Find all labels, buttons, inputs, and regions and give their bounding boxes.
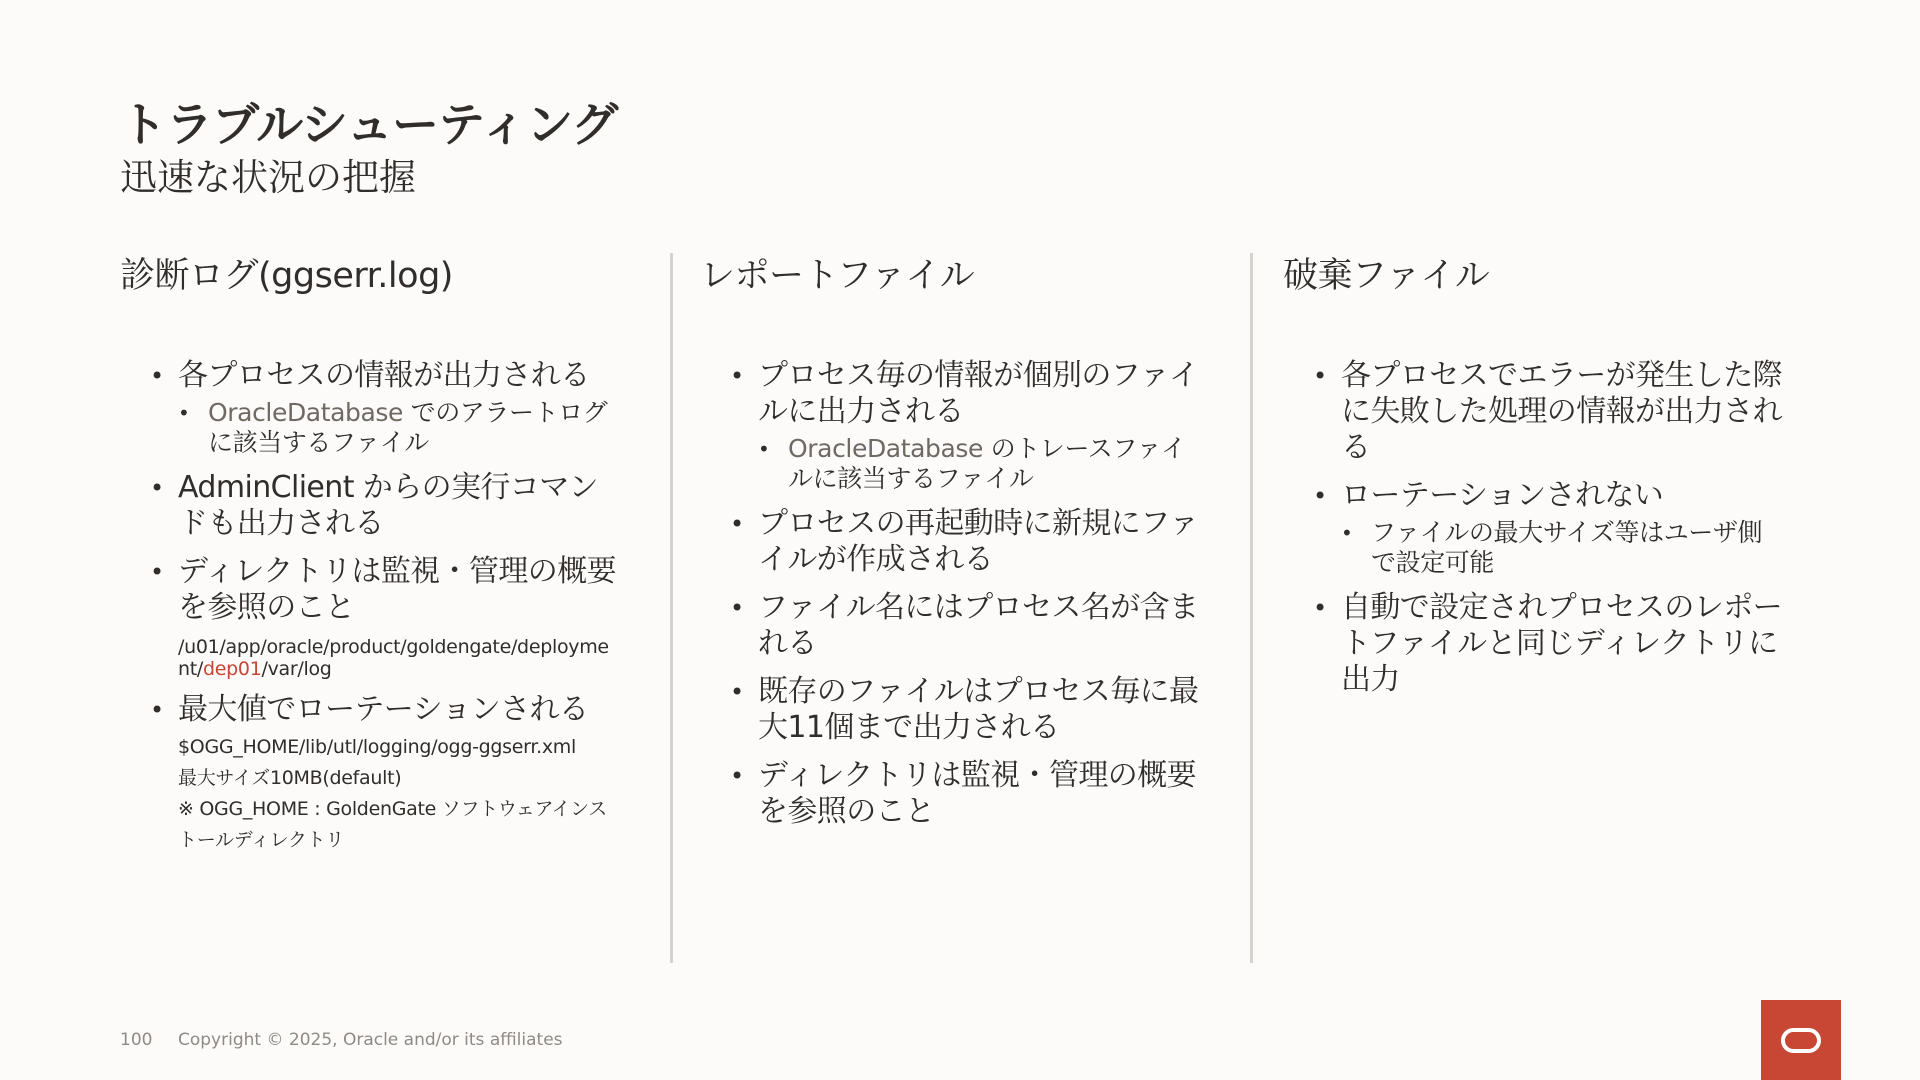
list-item-text: ローテーションされない [1341, 478, 1664, 513]
list-item-text: 最大値でローテーションされる [178, 692, 589, 727]
slide-subtitle: 迅速な状況の把握 [120, 156, 416, 199]
list-item-text: プロセス毎の情報が個別のファイルに出力される [758, 358, 1199, 429]
list-item [730, 674, 1200, 746]
sub-bullet-list [1341, 518, 1783, 578]
logo-ring [1781, 1028, 1821, 1053]
max-size-note: 最大サイズ10MB(default) [178, 767, 402, 789]
oracle-logo-icon [1761, 1000, 1841, 1080]
sub-list-item [1341, 518, 1783, 578]
sub-list-item [758, 434, 1200, 494]
sub-bullet-list [758, 434, 1200, 494]
list-item [730, 358, 1200, 494]
config-path: $OGG_HOME/lib/utl/logging/ogg-ggserr.xml [178, 736, 576, 758]
list-item [730, 590, 1200, 662]
list-item [1313, 358, 1783, 466]
column-heading: 診断ログ(ggserr.log) [120, 256, 453, 296]
list-item [150, 554, 620, 680]
path-text: /var/log [261, 658, 332, 680]
sub-bullet-list [178, 398, 620, 458]
sub-list-item [178, 398, 620, 458]
log-directory-path [150, 636, 620, 680]
column-heading: 破棄ファイル [1283, 256, 1490, 296]
list-item-text: 自動で設定されプロセスのレポートファイルと同じディレクトリに出力 [1341, 590, 1782, 697]
bullet-list [1313, 358, 1783, 710]
column-discard-file [1283, 255, 1783, 697]
sub-list-item-text: のトレースファイルに該当するファイル [788, 434, 1186, 493]
list-item [730, 506, 1200, 578]
path-highlight: dep01 [203, 658, 262, 680]
sub-list-item-text: ファイルの最大サイズ等はユーザ側で設定可能 [1371, 518, 1763, 577]
product-name: OracleDatabase [788, 434, 984, 463]
page-number: 100 [120, 1030, 153, 1050]
bullet-list [150, 358, 620, 868]
bullet-list [730, 358, 1200, 842]
path-text: /u01/app/oracle/product/goldengate/deployment/ [178, 636, 609, 680]
list-item-text: ディレクトリは監視・管理の概要を参照のこと [178, 554, 616, 625]
list-item-text: プロセスの再起動時に新規にファイルが作成される [758, 506, 1199, 577]
copyright-text: Copyright © 2025, Oracle and/or its affiliates [178, 1030, 563, 1050]
list-item-text: AdminClient からの実行コマンドも出力される [178, 470, 598, 541]
list-item [150, 358, 620, 458]
column-diagnostic-log [120, 255, 620, 851]
list-item [730, 758, 1200, 830]
list-item-text: 各プロセスの情報が出力される [178, 358, 590, 393]
ogg-home-note: ※ OGG_HOME : GoldenGate ソフトウェアインストールディレクトリ [178, 798, 608, 851]
column-divider [670, 253, 673, 963]
sub-list-item-text: でのアラートログに該当するファイル [208, 398, 608, 457]
list-item-text: ディレクトリは監視・管理の概要を参照のこと [758, 758, 1196, 829]
product-name: OracleDatabase [208, 398, 404, 427]
list-item-text: ファイル名にはプロセス名が含まれる [758, 590, 1199, 661]
column-report-file [700, 255, 1200, 829]
column-heading: レポートファイル [700, 256, 975, 296]
list-item-text: 各プロセスでエラーが発生した際に失敗した処理の情報が出力される [1341, 358, 1782, 465]
list-item [150, 470, 620, 542]
list-item [1313, 478, 1783, 578]
list-item-text: 既存のファイルはプロセス毎に最大11個まで出力される [758, 674, 1199, 745]
slide-title: トラブルシューティング [120, 98, 618, 153]
list-item [1313, 590, 1783, 698]
list-item [150, 692, 620, 856]
column-divider [1250, 253, 1253, 963]
